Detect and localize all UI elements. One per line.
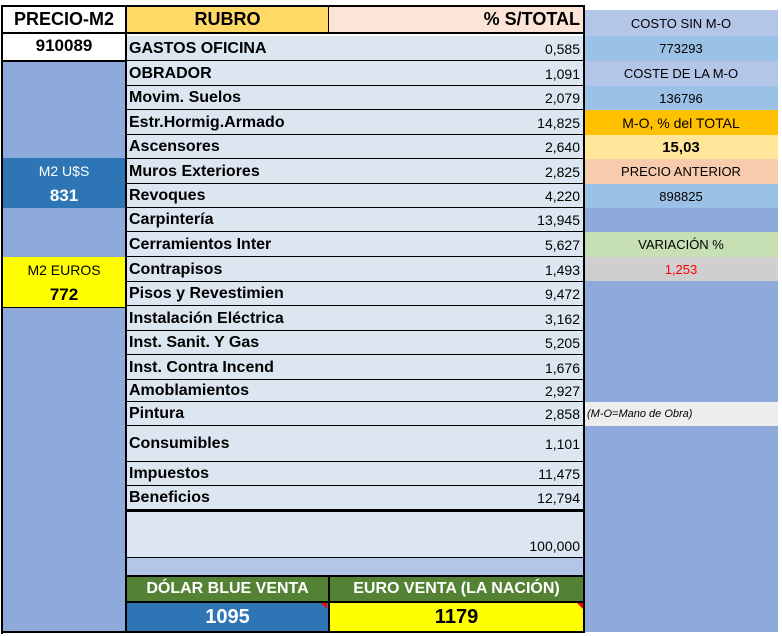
- rubro-value: 1,493: [329, 257, 584, 282]
- rubro-value: 12,794: [329, 486, 584, 510]
- left-rule-1: [2, 60, 126, 62]
- mo-pct-value: 15,03: [584, 135, 778, 159]
- rubro-value: 3,162: [329, 306, 584, 331]
- rubro-value: 0,585: [329, 36, 584, 61]
- left-blue-fill-mid: [2, 208, 126, 257]
- right-blue-fill-bottom: [584, 426, 778, 632]
- variacion-label: VARIACIÓN %: [584, 232, 778, 257]
- rubro-value: 1,091: [329, 61, 584, 86]
- rubro-value: 2,640: [329, 135, 584, 159]
- rubro-value: 13,945: [329, 208, 584, 232]
- mo-pct-label: M-O, % del TOTAL: [584, 110, 778, 135]
- rubro-name: Beneficios: [126, 486, 329, 510]
- rubro-value: 4,220: [329, 184, 584, 208]
- rubro-name: Amoblamientos: [126, 380, 329, 402]
- rubro-value: 1,101: [329, 426, 584, 462]
- dolar-blue-label: DÓLAR BLUE VENTA: [126, 576, 329, 602]
- rubro-name: OBRADOR: [126, 61, 329, 86]
- m2-usd-value: 831: [2, 183, 126, 208]
- precio-m2-label: PRECIO-M2: [2, 6, 126, 32]
- rubro-name: Pisos y Revestimien: [126, 282, 329, 306]
- rubro-value: 5,205: [329, 331, 584, 355]
- rubro-value: 2,079: [329, 86, 584, 110]
- euro-venta-label: EURO VENTA (LA NACIÓN): [329, 576, 584, 602]
- header-rubro: RUBRO: [126, 6, 329, 32]
- rubro-name: Carpintería: [126, 208, 329, 232]
- spacer-row: [126, 558, 584, 576]
- precio-m2-value: 910089: [2, 32, 126, 60]
- costo-sin-mo-value: 773293: [584, 36, 778, 61]
- left-blue-fill-top: [2, 60, 126, 158]
- rubro-name: Cerramientos Inter: [126, 232, 329, 257]
- right-blue-fill-top: [584, 208, 778, 232]
- m2-euros-label: M2 EUROS: [2, 257, 126, 282]
- rubro-name: Estr.Hormig.Armado: [126, 110, 329, 135]
- dolar-blue-value: 1095: [126, 602, 329, 632]
- border-left: [1, 5, 3, 634]
- total-bottom-rule: [126, 557, 584, 558]
- rubro-name: Revoques: [126, 184, 329, 208]
- rubro-name: Pintura: [126, 402, 329, 426]
- m2-usd-label: M2 U$S: [2, 158, 126, 183]
- rubro-name: Ascensores: [126, 135, 329, 159]
- precio-anterior-value: 898825: [584, 184, 778, 208]
- coste-mo-label: COSTE DE LA M-O: [584, 61, 778, 86]
- divider-value-col: [328, 5, 329, 32]
- variacion-value: 1,253: [584, 257, 778, 281]
- divider-right-col: [583, 5, 585, 633]
- rubro-value: 11,475: [329, 462, 584, 486]
- rubro-name: Impuestos: [126, 462, 329, 486]
- left-rule-2: [2, 307, 126, 308]
- rubro-name: Contrapisos: [126, 257, 329, 282]
- rubro-value: 2,825: [329, 159, 584, 184]
- total-top-rule: [126, 510, 584, 512]
- header-underline: [2, 32, 584, 34]
- rubro-name: Muros Exteriores: [126, 159, 329, 184]
- rubro-value: 1,676: [329, 355, 584, 380]
- bottom-header-rule: [126, 575, 584, 577]
- rubro-name: Instalación Eléctrica: [126, 306, 329, 331]
- rubro-value: 5,627: [329, 232, 584, 257]
- coste-mo-value: 136796: [584, 86, 778, 110]
- precio-anterior-label: PRECIO ANTERIOR: [584, 159, 778, 184]
- rubro-value: 2,858: [329, 402, 584, 426]
- right-blue-fill-mid: [584, 281, 778, 402]
- rubro-name: Inst. Contra Incend: [126, 355, 329, 380]
- rubro-value: 14,825: [329, 110, 584, 135]
- rubro-name: Inst. Sanit. Y Gas: [126, 331, 329, 355]
- rubro-value: 2,927: [329, 380, 584, 402]
- header-total: % S/TOTAL: [329, 6, 584, 32]
- mano-de-obra-note: (M-O=Mano de Obra): [584, 402, 778, 426]
- costo-sin-mo-label: COSTO SIN M-O: [584, 10, 778, 36]
- bottom-mid-rule: [126, 601, 584, 603]
- divider-left-col: [125, 5, 127, 633]
- m2-euros-value: 772: [2, 282, 126, 308]
- total-value: 100,000: [529, 538, 580, 554]
- rubro-name: GASTOS OFICINA: [126, 36, 329, 61]
- border-top: [2, 5, 584, 7]
- euro-venta-value: 1179: [329, 602, 584, 632]
- comment-marker-dolar: [321, 603, 327, 609]
- divider-bottom-mid: [328, 576, 330, 633]
- rubro-value: 9,472: [329, 282, 584, 306]
- rubro-name: Movim. Suelos: [126, 86, 329, 110]
- left-blue-fill-bottom: [2, 308, 126, 632]
- border-bottom: [2, 631, 584, 633]
- rubro-name: Consumibles: [126, 426, 329, 462]
